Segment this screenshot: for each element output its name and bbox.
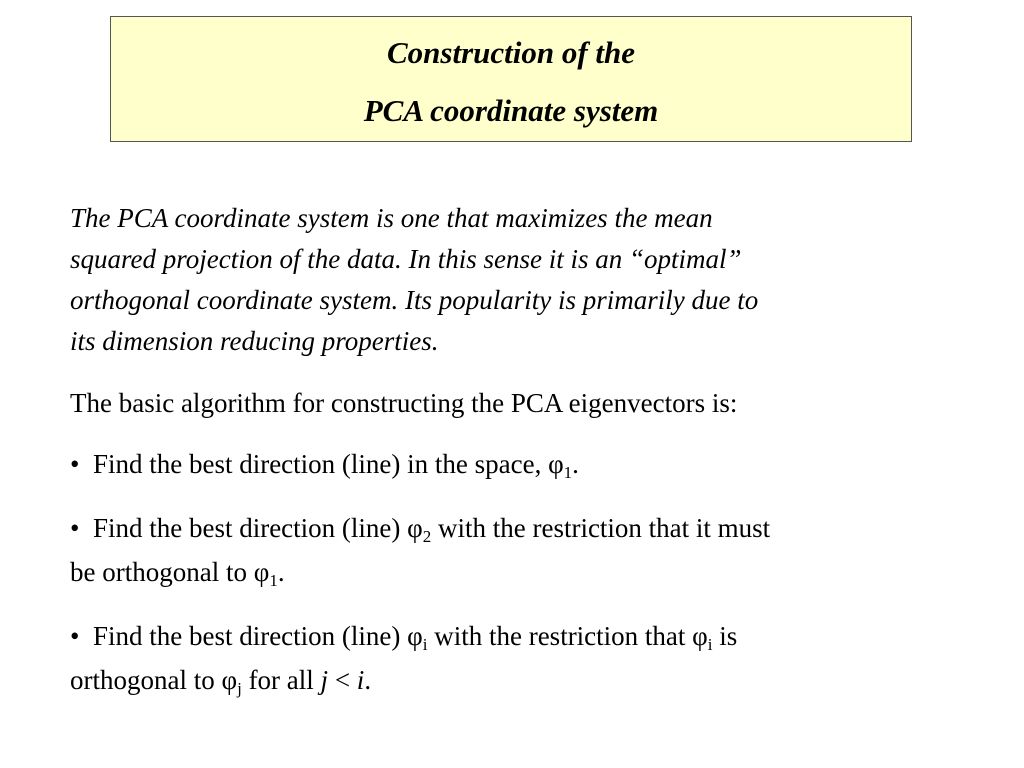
- phi-subscript: 1: [563, 463, 573, 482]
- bullet-2-line-1: [70, 508, 970, 552]
- bullet-1-text-b: .: [572, 449, 579, 479]
- bullet-3-line-2: [70, 660, 970, 704]
- bullet-marker: •: [70, 449, 80, 479]
- intro-paragraph: [70, 198, 970, 362]
- intro-line-1: The PCA coordinate system is one that maximizes the mean: [70, 203, 713, 233]
- bullet-2-text-c: be orthogonal to: [70, 557, 254, 587]
- intro-line-2: squared projection of the data. In this sense it is an “optimal”: [70, 244, 742, 274]
- phi-symbol: φ: [692, 621, 708, 651]
- phi-symbol: φ: [407, 621, 423, 651]
- phi-subscript: 1: [269, 571, 278, 590]
- bullet-3-text-d: orthogonal to: [70, 665, 222, 695]
- variable-i: i: [356, 665, 365, 695]
- intro-line-3: orthogonal coordinate system. Its popularity is primarily due to: [70, 285, 759, 315]
- bullet-3-line-1: [70, 616, 970, 660]
- bullet-2-text-d: .: [277, 557, 285, 587]
- slide-title-box: [110, 16, 912, 142]
- slide-title-line-1: Construction of the: [386, 35, 636, 70]
- bullet-2-text-b: with the restriction that it must: [431, 513, 771, 543]
- phi-symbol: φ: [407, 513, 423, 543]
- bullet-marker: •: [70, 513, 80, 543]
- bullet-marker: •: [70, 621, 80, 651]
- slide-title-line-2: PCA coordinate system: [363, 93, 659, 128]
- bullet-3: [70, 616, 970, 704]
- slide-body: [70, 198, 970, 724]
- bullet-1-text-a: Find the best direction (line) in the space,: [92, 449, 549, 479]
- algorithm-intro: The basic algorithm for constructing the PCA eigenvectors is:: [70, 388, 738, 418]
- bullet-2: [70, 508, 970, 596]
- bullet-1: [70, 444, 970, 488]
- less-than: <: [328, 665, 357, 695]
- bullet-3-text-b: with the restriction that: [427, 621, 693, 651]
- bullet-2-text-a: Find the best direction (line): [92, 513, 408, 543]
- variable-j: j: [320, 665, 329, 695]
- phi-symbol: φ: [253, 557, 270, 587]
- phi-symbol: φ: [548, 449, 564, 479]
- phi-symbol: φ: [221, 665, 238, 695]
- bullet-3-text-c: is: [712, 621, 738, 651]
- bullet-3-text-f: .: [364, 665, 372, 695]
- bullet-3-text-e: for all: [241, 665, 321, 695]
- phi-subscript: i: [422, 635, 428, 654]
- phi-subscript: 2: [422, 527, 432, 546]
- phi-subscript: j: [237, 679, 242, 698]
- phi-subscript: i: [707, 635, 713, 654]
- bullet-3-text-a: Find the best direction (line): [92, 621, 408, 651]
- bullet-2-line-2: [70, 552, 970, 596]
- intro-line-4: its dimension reducing properties.: [70, 326, 439, 356]
